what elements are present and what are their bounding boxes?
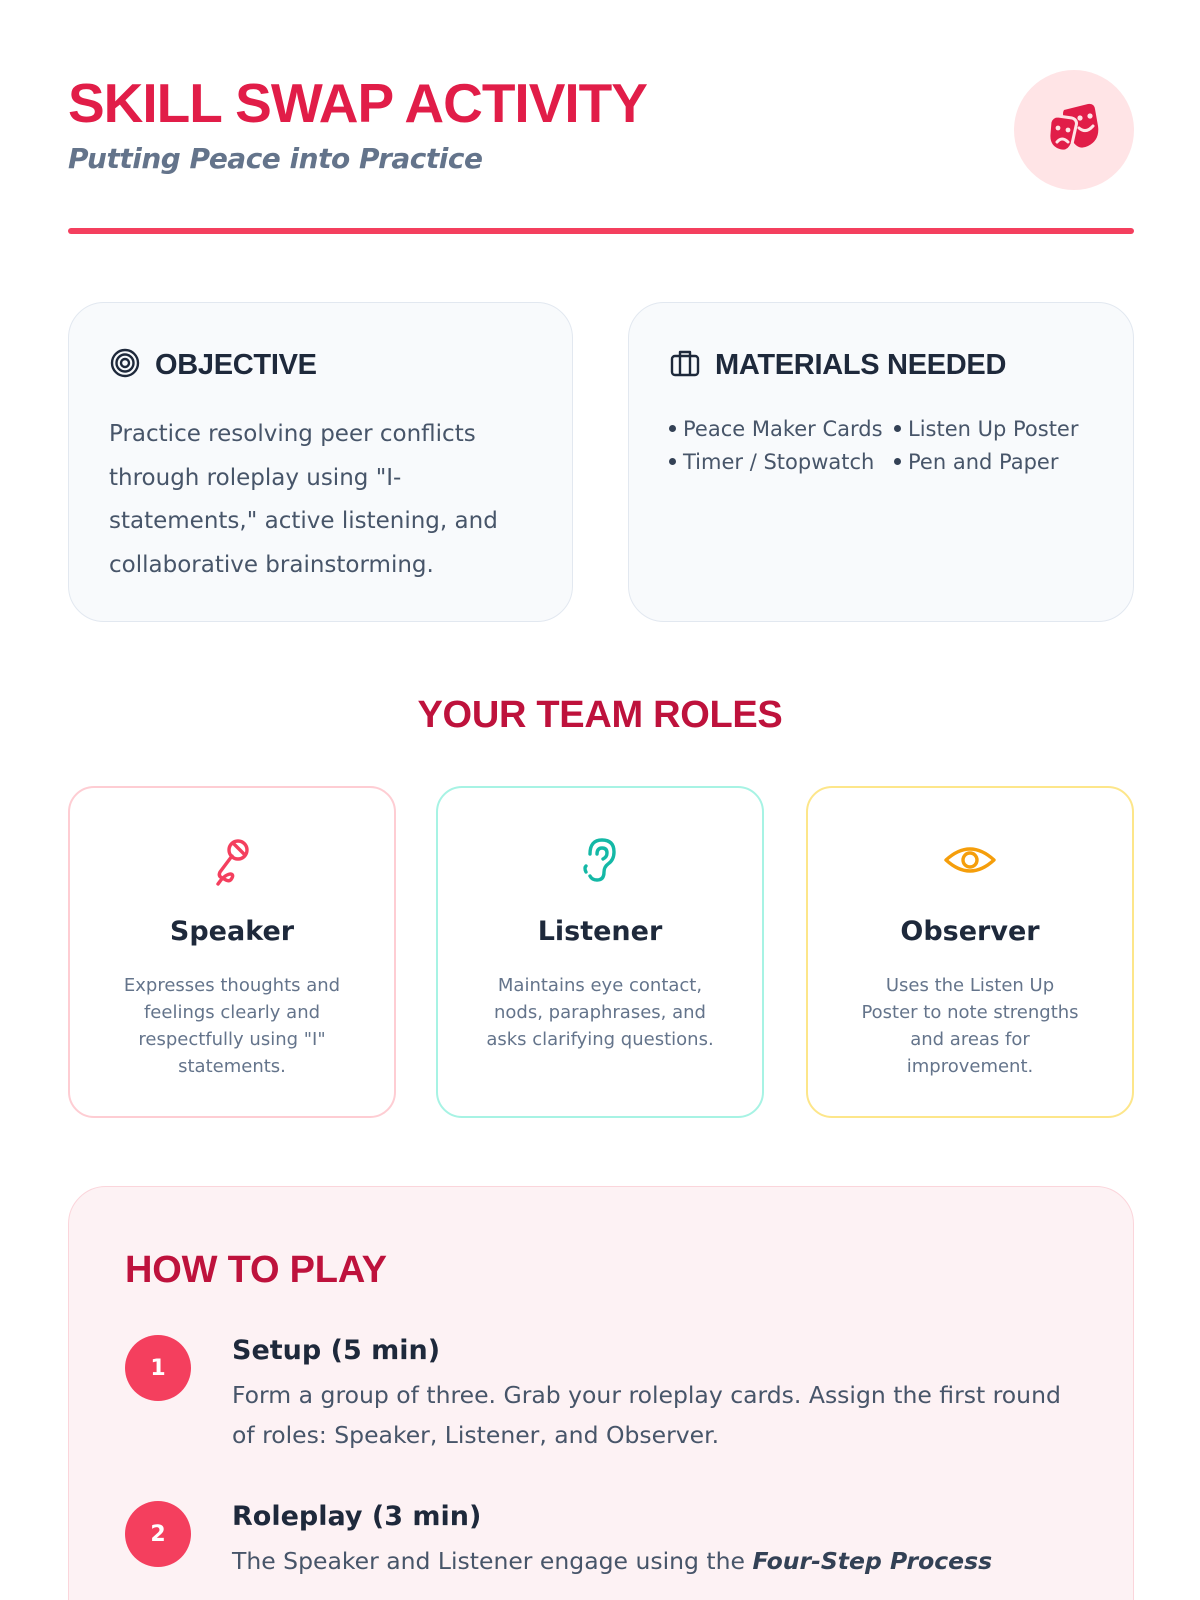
step-item: [125, 1335, 1085, 1475]
objective-label: OBJECTIVE: [155, 348, 317, 381]
materials-item: Timer / Stopwatch: [669, 446, 894, 479]
header-divider: [68, 228, 1134, 234]
role-description: Expresses thoughts and feelings clearly and respectfully using "I" statements.: [123, 975, 341, 1077]
page-subtitle: Putting Peace into Practice: [68, 142, 483, 175]
materials-item: Listen Up Poster: [894, 413, 1119, 446]
page-header: [68, 70, 1134, 200]
role-description: Maintains eye contact, nods, paraphrases, and asks clarifying questions.: [486, 975, 714, 1050]
how-to-play-title: HOW TO PLAY: [125, 1249, 387, 1291]
team-roles-title: YOUR TEAM ROLES: [417, 694, 783, 736]
ear-icon: [438, 832, 762, 888]
step-item: [125, 1501, 1085, 1600]
materials-item: Peace Maker Cards: [669, 413, 894, 446]
briefcase-icon: [669, 347, 701, 383]
objective-heading: [109, 347, 317, 383]
step-text: Form a group of three. Grab your roleplay cards. Assign the first round of roles: Speaker, Listener, and Observer.: [232, 1381, 1061, 1449]
role-name: Speaker: [169, 916, 295, 947]
role-name: Listener: [537, 916, 663, 947]
materials-label: MATERIALS NEEDED: [715, 348, 1007, 381]
step-title: Roleplay (3 min): [232, 1501, 482, 1532]
step-text: [232, 1541, 1072, 1581]
microphone-icon: [70, 832, 394, 888]
objective-text: Practice resolving peer conflicts through roleplay using "I-statements," active listening, and collaborative brainstorming.: [109, 421, 498, 578]
materials-card: [628, 302, 1134, 622]
step-text-lead: The Speaker and Listener engage using the: [232, 1547, 753, 1575]
step-text-emphasis: Four-Step Process: [752, 1547, 993, 1575]
role-card-listener: [436, 786, 764, 1118]
header-badge: [1014, 70, 1134, 190]
theater-masks-icon: [1042, 96, 1106, 164]
step-number: 1: [125, 1335, 191, 1401]
materials-heading: [669, 347, 1006, 383]
materials-item: Pen and Paper: [894, 446, 1119, 479]
step-title: Setup (5 min): [232, 1335, 441, 1366]
objective-card: [68, 302, 573, 622]
step-number: 2: [125, 1501, 191, 1567]
target-icon: [109, 347, 141, 383]
eye-icon: [808, 832, 1132, 888]
how-to-play-card: [68, 1186, 1134, 1600]
role-name: Observer: [900, 916, 1040, 947]
role-card-speaker: [68, 786, 396, 1118]
page-title: SKILL SWAP ACTIVITY: [68, 72, 647, 134]
role-card-observer: [806, 786, 1134, 1118]
role-description: Uses the Listen Up Poster to note strengths and areas for improvement.: [861, 975, 1079, 1077]
materials-list: [669, 413, 1129, 479]
